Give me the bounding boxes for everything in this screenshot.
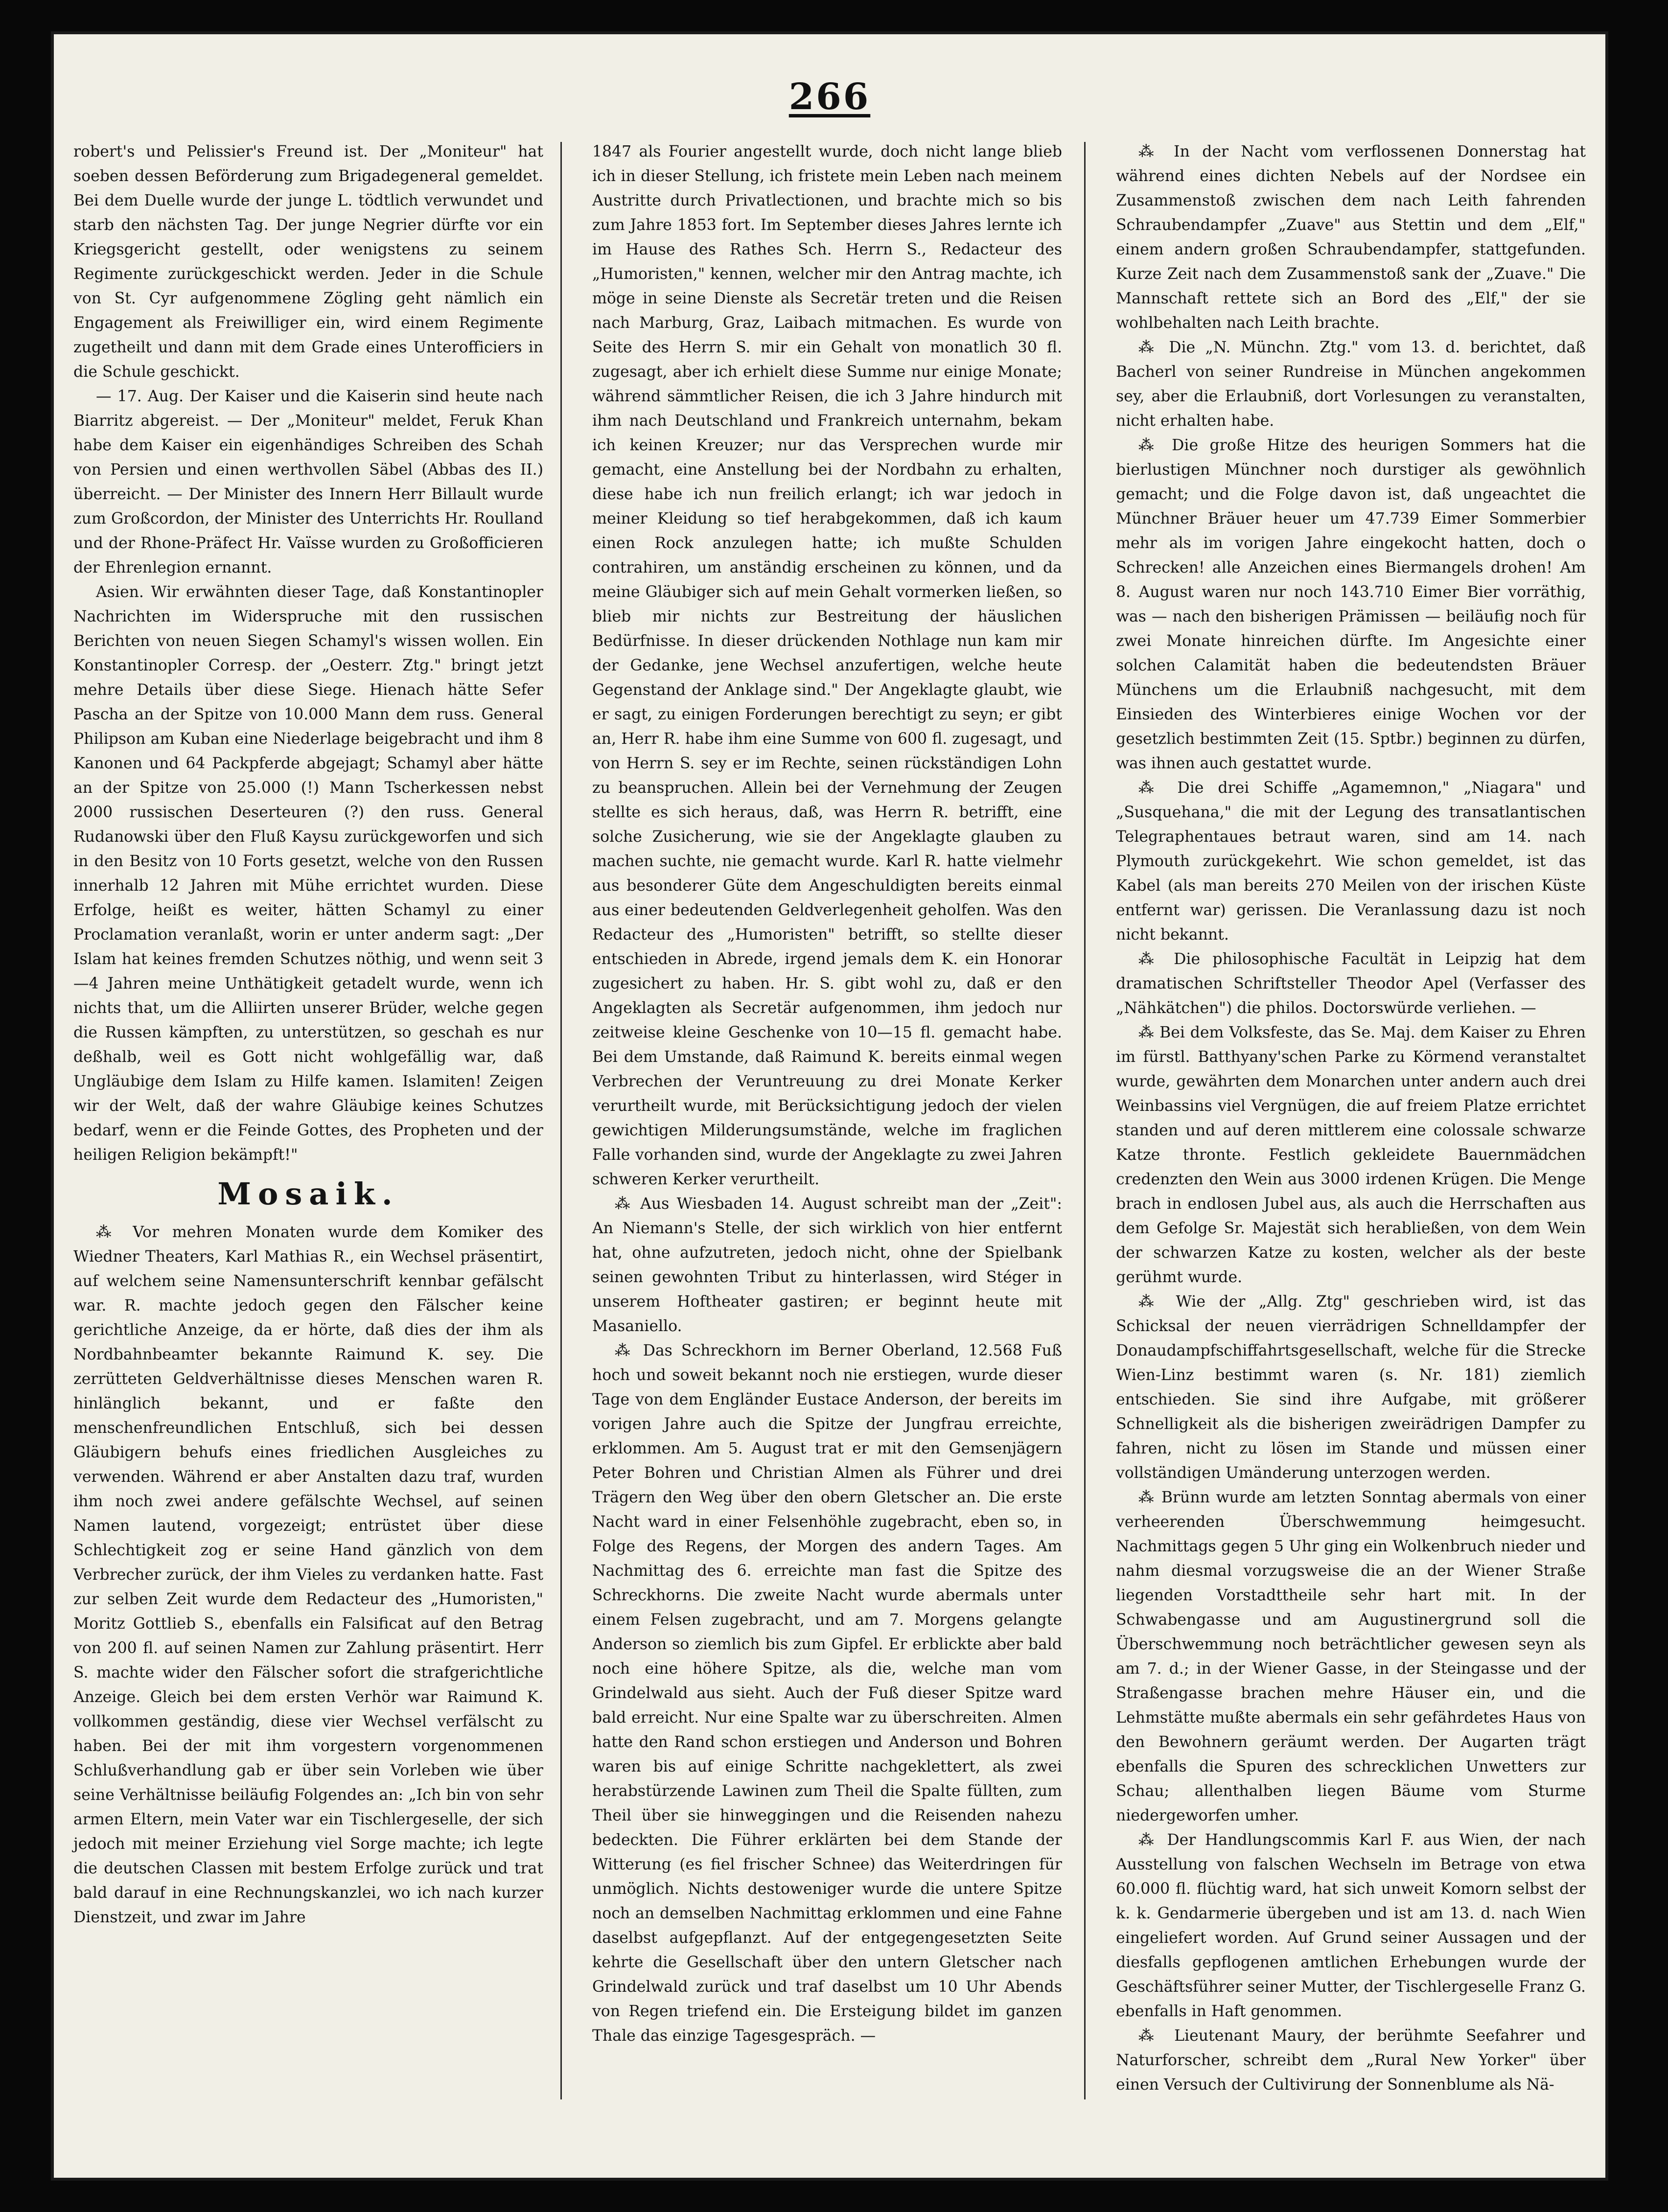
article-paragraph: ⁂ Das Schreckhorn im Berner Oberland, 12.568 Fuß hoch und soweit bekannt noch nie erstiegen, wurde dieser Tage von dem Engländer Eustace Anderson, der bereits im vorigen Jahre auch die Spitze der Jungfrau erreichte, erklommen. Am 5. August trat er mit den Gemsenjägern Peter Bohren und Christian Almen als Führer und drei Trägern den Weg über den obern Gletscher an. Die erste Nacht ward in einer Felsenhöhle zugebracht, eben so, in Folge des Regens, der Morgen des andern Tages. Am Nachmittag des 6. erreichte man fast die Spitze des Schreckhorns. Die zweite Nacht wurde abermals unter einem Felsen zugebracht, und am 7. Morgens gelangte Anderson so ziemlich bis zum Gipfel. Er erblickte aber bald noch eine höhere Spitze, als die, welche man vom Grindelwald aus sieht. Auch der Fuß dieser Spitze ward bald erreicht. Nur eine Spalte war zu überschreiten. Almen hatte den Rand schon erstiegen und Anderson und Bohren waren bis auf einige Schritte nachgeklettert, als zwei herabstürzende Lawinen zum Theil die Spalte füllten, zum Theil über sie hinweggingen und die Reisenden nahezu bedeckten. Die Führer erklärten bei dem Stande der Witterung (es fiel frischer Schnee) das Weiterdringen für unmöglich. Nichts destoweniger wurde die untere Spitze noch an demselben Nachmittag erklommen und eine Fahne daselbst aufgepflanzt. Auf der entgegengesetzten Seite kehrte die Gesellschaft über den untern Gletscher nach Grindelwald zurück und traf daselbst um 10 Uhr Abends von Regen triefend ein. Die Ersteigung bildet im ganzen Thale das einzige Tagesgespräch. —	[592, 1342, 1062, 2045]
column-rule	[560, 142, 562, 2099]
article-paragraph: ⁂ Die große Hitze des heurigen Sommers hat die bierlustigen Münchner noch durstiger als gewöhnlich gemacht; und die Folge davon ist, daß ungeachtet die Münchner Bräuer heuer um 47.739 Eimer Sommerbier mehr als im vorigen Jahre eingekocht hatten, doch o Schrecken! alle Anzeichen eines Biermangels drohen! Am 8. August waren nur noch 143.710 Eimer Bier vorräthig, was — nach den bisherigen Prämissen — beiläufig noch für zwei Monate hinreichen dürfte. Im Angesichte einer solchen Calamität haben die bedeutendsten Bräuer Münchens um die Erlaubniß nachgesucht, mit dem Einsieden des Winterbieres einige Wochen vor der gesetzlich bestimmten Zeit (15. Sptbr.) beginnen zu dürfen, was ihnen auch gestattet wurde.	[1116, 437, 1586, 772]
newspaper-page	[54, 34, 1605, 2178]
article-paragraph: ⁂ In der Nacht vom verflossenen Donnerstag hat während eines dichten Nebels auf der Nordsee ein Zusammenstoß zwischen dem nach Leith fahrenden Schraubendampfer „Zuave" aus Stettin und dem „Elf," einem andern großen Schraubendampfer, stattgefunden. Kurze Zeit nach dem Zusammenstoß sank der „Zuave." Die Mannschaft rettete sich an Bord des „Elf," der sie wohlbehalten nach Leith brachte.	[1116, 143, 1586, 332]
page-number: 266	[788, 76, 871, 118]
article-paragraph: — 17. Aug. Der Kaiser und die Kaiserin sind heute nach Biarritz abgereist. — Der „Moniteur" meldet, Feruk Khan habe dem Kaiser ein eigenhändiges Schreiben des Schah von Persien und einen werthvollen Säbel (Abbas des II.) überreicht. — Der Minister des Innern Herr Billault wurde zum Großcordon, der Minister des Unterrichts Hr. Roulland und der Rhone-Präfect Hr. Vaïsse wurden zu Großofficieren der Ehrenlegion ernannt.	[73, 388, 543, 576]
section-heading: Mosaik.	[217, 1176, 399, 1212]
article-paragraph: 1847 als Fourier angestellt wurde, doch nicht lange blieb ich in dieser Stellung, ich fristete mein Leben nach meinem Austritte durch Privatlectionen, und brachte mich so bis zum Jahre 1853 fort. Im September dieses Jahres lernte ich im Hause des Rathes Sch. Herrn S., Redacteur des „Humoristen," kennen, welcher mir den Antrag machte, ich möge in seine Dienste als Secretär treten und die Reisen nach Marburg, Graz, Laibach mitmachen. Es wurde von Seite des Herrn S. mir ein Gehalt von monatlich 30 fl. zugesagt, aber ich erhielt diese Summe nur einige Monate; während sämmtlicher Reisen, die ich 3 Jahre hindurch mit ihm nach Deutschland und Frankreich unternahm, bekam ich keinen Kreuzer; nur das Versprechen wurde mir gemacht, eine Anstellung bei der Nordbahn zu erhalten, diese habe ich nun freilich erlangt; ich war jedoch in meiner Kleidung so tief herabgekommen, daß ich kaum einen Rock anzulegen hatte; ich mußte Schulden contrahiren, um anständig erscheinen zu können, und da meine Gläubiger sich auf mein Gehalt vormerken ließen, so blieb mir nichts zur Bestreitung der häuslichen Bedürfnisse. In dieser drückenden Nothlage nun kam mir der Gedanke, jene Wechsel anzufertigen, welche heute Gegenstand der Anklage sind." Der Angeklagte glaubt, wie er sagt, zu einigen Forderungen berechtigt zu seyn; er gibt an, Herr R. habe ihm eine Summe von 600 fl. zugesagt, und von Herrn S. sey er im Rechte, seinen rückständigen Lohn zu beanspruchen. Allein bei der Vernehmung der Zeugen stellte es sich heraus, daß, was Herrn R. betrifft, eine solche Zusicherung, wie sie der Angeklagte glauben zu machen suchte, nie gemacht wurde. Karl R. hatte vielmehr aus besonderer Güte dem Angeschuldigten bereits einmal aus einer bedeutenden Geldverlegenheit geholfen. Was den Redacteur des „Humoristen" betrifft, so stellte dieser entschieden in Abrede, irgend jemals dem K. ein Honorar zugesichert zu haben. Hr. S. gibt wohl zu, daß er den Angeklagten als Secretär aufgenommen, ihm jedoch nur zeitweise kleine Geschenke von 10—15 fl. gemacht habe. Bei dem Umstande, daß Raimund K. bereits einmal wegen Verbrechen der Veruntreuung zu drei Monate Kerker verurtheilt wurde, mit Berücksichtigung jedoch der vielen gewichtigen Milderungsumstände, welche im fraglichen Falle vorhanden sind, wurde der Angeklagte zu zwei Jahren schweren Kerker verurtheilt.	[592, 143, 1062, 1188]
article-paragraph: ⁂ Vor mehren Monaten wurde dem Komiker des Wiedner Theaters, Karl Mathias R., ein Wechsel präsentirt, auf welchem seine Namensunterschrift kennbar gefälscht war. R. machte jedoch gegen den Fälscher keine gerichtliche Anzeige, da er hörte, daß dies der ihm als Nordbahnbeamter bekannte Raimund K. sey. Die zerrütteten Geldverhältnisse dieses Menschen waren R. hinlänglich bekannt, und er faßte den menschenfreundlichen Entschluß, sich bei dessen Gläubigern behufs eines friedlichen Ausgleiches zu verwenden. Während er aber Anstalten dazu traf, wurden ihm noch zwei andere gefälschte Wechsel, auf seinen Namen lautend, vorgezeigt; entrüstet über diese Schlechtigkeit zog er seine Hand gänzlich von dem Verbrecher zurück, der ihm Vieles zu verdanken hatte. Fast zur selben Zeit wurde dem Redacteur des „Humoristen," Moritz Gottlieb S., ebenfalls ein Falsificat auf den Betrag von 200 fl. auf seinen Namen zur Zahlung präsentirt. Herr S. machte wider den Fälscher sofort die strafgerichtliche Anzeige. Gleich bei dem ersten Verhör war Raimund K. vollkommen geständig, diese vier Wechsel verfälscht zu haben. Bei der mit ihm vorgestern vorgenommenen Schlußverhandlung gab er über sein Vorleben wie über seine Verhältnisse beiläufig Folgendes an: „Ich bin von sehr armen Eltern, mein Vater war ein Tischlergeselle, der sich jedoch mit meiner Erziehung viel Sorge machte; ich legte die deutschen Classen mit bestem Erfolge zurück und trat bald darauf in eine Rechnungskanzlei, wo ich nach kurzer Dienstzeit, und zwar im Jahre	[73, 1223, 543, 1926]
article-paragraph: ⁂ Die philosophische Facultät in Leipzig hat dem dramatischen Schriftsteller Theodor Apel (Verfasser des „Nähkätchen") die philos. Doctorswürde verliehen. —	[1116, 950, 1586, 1017]
article-paragraph: Asien. Wir erwähnten dieser Tage, daß Konstantinopler Nachrichten im Widerspruche mit den russischen Berichten von neuen Siegen Schamyl's wissen wollen. Ein Konstantinopler Corresp. der „Oesterr. Ztg." bringt jetzt mehre Details über diese Siege. Hienach hätte Sefer Pascha an der Spitze von 10.000 Mann dem russ. General Philipson am Kuban eine Niederlage beigebracht und ihm 8 Kanonen und 64 Packpferde abgejagt; Schamyl aber hätte an der Spitze von 25.000 (!) Mann Tscherkessen nebst 2000 russischen Deserteuren (?) den russ. General Rudanowski über den Fluß Kaysu zurückgeworfen und sich in den Besitz von 10 Forts gesetzt, welche von den Russen innerhalb 12 Jahren mit Mühe errichtet wurden. Diese Erfolge, heißt es weiter, hätten Schamyl zu einer Proclamation veranlaßt, worin er unter anderm sagt: „Der Islam hat keines fremden Schutzes nöthig, und wenn seit 3—4 Jahren meine Unthätigkeit getadelt wurde, wenn ich nichts that, um die Alliirten unserer Brüder, welche gegen die Russen kämpften, zu unterstützen, so geschah es nur deßhalb, weil es Gott nicht wohlgefällig war, daß Ungläubige dem Islam zu Hilfe kamen. Islamiten! Zeigen wir der Welt, daß der wahre Gläubige keines Schutzes bedarf, wenn er die Feinde Gottes, des Propheten und der heiligen Religion bekämpft!"	[73, 583, 543, 1164]
column-3	[1116, 139, 1586, 2094]
article-paragraph: ⁂ Die „N. Münchn. Ztg." vom 13. d. berichtet, daß Bacherl von seiner Rundreise in München angekommen sey, aber die Erlaubniß, dort Vorlesungen zu veranstalten, nicht erhalten habe.	[1116, 339, 1586, 430]
article-paragraph: ⁂ Der Handlungscommis Karl F. aus Wien, der nach Ausstellung von falschen Wechseln im Betrage von etwa 60.000 fl. flüchtig ward, hat sich unweit Komorn selbst der k. k. Gendarmerie übergeben und ist am 13. d. nach Wien eingeliefert worden. Auf Grund seiner Aussagen und der diesfalls gepflogenen amtlichen Erhebungen wurde der Geschäftsführer seiner Mutter, der Tischlergeselle Franz G. ebenfalls in Haft genommen.	[1116, 1831, 1586, 2020]
article-paragraph: ⁂ Wie der „Allg. Ztg" geschrieben wird, ist das Schicksal der neuen vierrädrigen Schnelldampfer der Donaudampfschiffahrtsgesellschaft, welche für die Strecke Wien-Linz bestimmt waren (s. Nr. 181) ziemlich entschieden. Sie sind ihre Aufgabe, mit größerer Schnelligkeit als die bisherigen zweirädrigen Dampfer zu fahren, nicht zu lösen im Stande und müssen einer vollständigen Umänderung unterzogen werden.	[1116, 1293, 1586, 1482]
article-paragraph: ⁂ Die drei Schiffe „Agamemnon," „Niagara" und „Susquehana," die mit der Legung des transatlantischen Telegraphentaues betraut waren, sind am 14. nach Plymouth zurückgekehrt. Wie schon gemeldet, ist das Kabel (als man bereits 270 Meilen von der irischen Küste entfernt war) gerissen. Die Veranlassung dazu ist noch nicht bekannt.	[1116, 779, 1586, 944]
column-rule	[1084, 142, 1086, 2099]
article-paragraph: ⁂ Aus Wiesbaden 14. August schreibt man der „Zeit": An Niemann's Stelle, der sich wirklich von hier entfernt hat, ohne aufzutreten, jedoch nicht, ohne der Spielbank seinen gewohnten Tribut zu hinterlassen, wird Stéger in unserem Hoftheater gastiren; er beginnt heute mit Masaniello.	[592, 1195, 1062, 1335]
article-paragraph: ⁂ Bei dem Volksfeste, das Se. Maj. dem Kaiser zu Ehren im fürstl. Batthyany'schen Parke zu Körmend veranstaltet wurde, gewährten dem Monarchen unter andern auch drei Weinbassins viel Vergnügen, die auf freiem Platze errichtet standen und auf deren mittlerem eine colossale schwarze Katze thronte. Festlich gekleidete Bauernmädchen credenzten den Wein aus 3000 irdenen Krügen. Die Menge brach in endlosen Jubel aus, als auch die Herrschaften aus dem Gefolge Sr. Majestät sich herabließen, von dem Wein der schwarzen Katze zu kosten, welcher als der beste gerühmt wurde.	[1116, 1024, 1586, 1286]
article-paragraph: robert's und Pelissier's Freund ist. Der „Moniteur" hat soeben dessen Beförderung zum Brigadegeneral gemeldet. Bei dem Duelle wurde der junge L. tödtlich verwundet und starb den nächsten Tag. Der junge Negrier dürfte vor ein Kriegsgericht gestellt, oder wenigstens zu seinem Regimente zurückgeschickt werden. Jeder in die Schule von St. Cyr aufgenommene Zögling geht nämlich ein Engagement als Freiwilliger ein, wird einem Regimente zugetheilt und dann mit dem Grade eines Unterofficiers in die Schule geschickt.	[73, 143, 543, 381]
article-paragraph: ⁂ Lieutenant Maury, der berühmte Seefahrer und Naturforscher, schreibt dem „Rural New Yorker" über einen Versuch der Cultivirung der Sonnenblume als Nä-	[1116, 2027, 1586, 2094]
column-1	[73, 139, 543, 2048]
article-paragraph: ⁂ Brünn wurde am letzten Sonntag abermals von einer verheerenden Überschwemmung heimgesucht. Nachmittags gegen 5 Uhr ging ein Wolkenbruch nieder und nahm diesmal vorzugsweise die an der Wiener Straße liegenden Vorstadttheile sehr hart mit. In der Schwabengasse und am Augustinergrund soll die Überschwemmung noch beträchtlicher gewesen seyn als am 7. d.; in der Wiener Gasse, in der Steingasse und der Straßengasse brachen mehre Häuser ein, und die Lehmstätte mußte abermals ein sehr gefährdetes Haus von den Bewohnern geräumt werden. Der Augarten trägt ebenfalls die Spuren des schrecklichen Unwetters zur Schau; allenthalben liegen Bäume vom Sturme niedergeworfen umher.	[1116, 1489, 1586, 1824]
column-2	[592, 139, 1062, 2048]
